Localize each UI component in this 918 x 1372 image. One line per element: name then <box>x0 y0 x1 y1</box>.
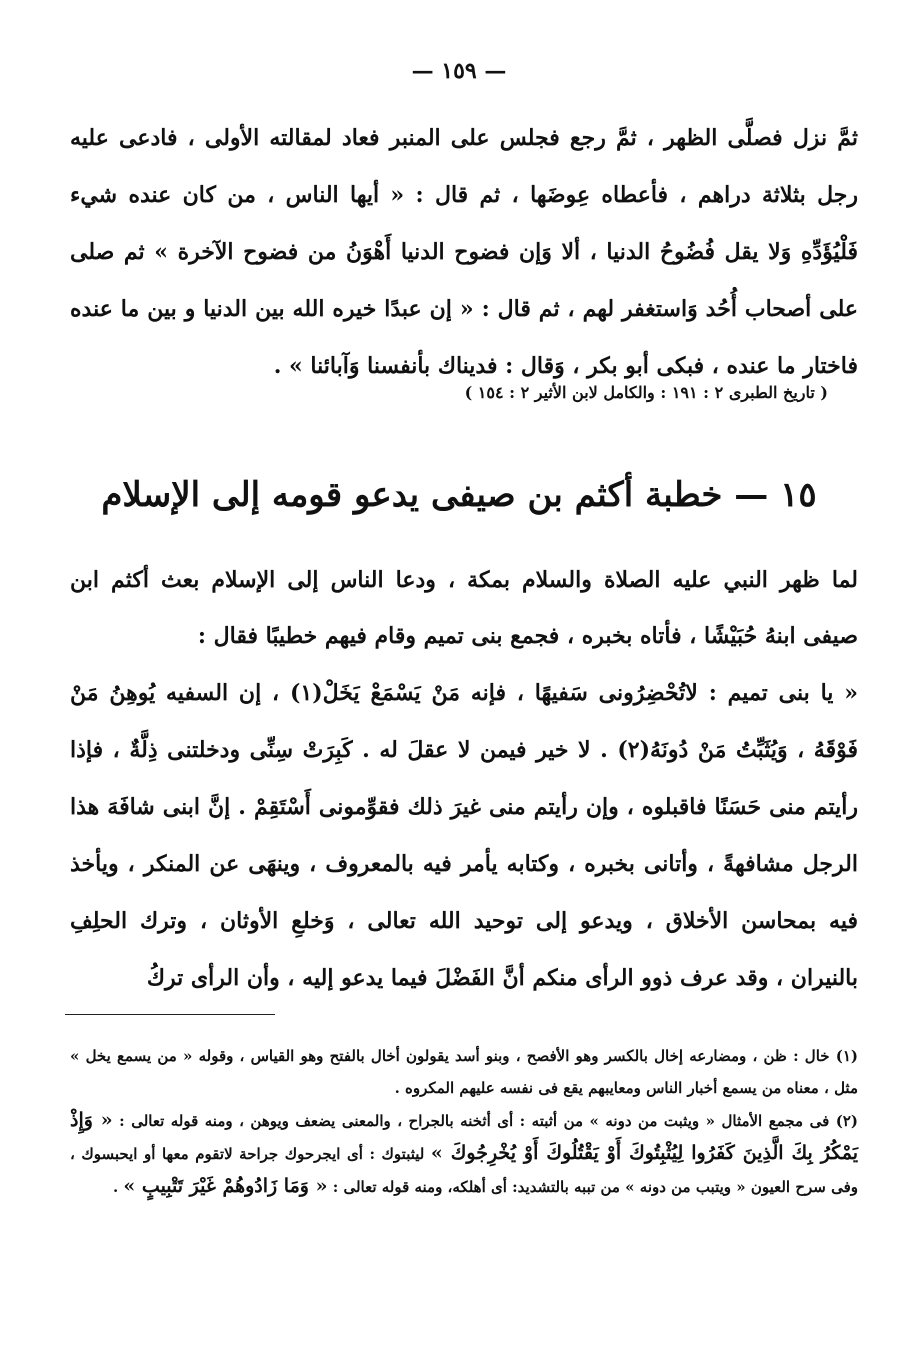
footnote-1: (١) خال : ظن ، ومضارعه إخال بالكسر وهو الأفصح ، وبنو أسد يقولون أخال بالفتح وهو القياس ، وقوله « من يسمع يخل » مثل ، معناه من يسمع أخبار الناس ومعايبهم يقع فى نفسه عليهم المكروه . <box>70 1047 858 1097</box>
speech-paragraph: « يا بنى تميم : لاتُحْضِرُونى سَفيهًا ، فإنه مَنْ يَسْمَعْ يَخَلْ(١) ، إن السفيه يُوهِنُ مَنْ فَوْقَهُ ، وَيُثَبِّتُ مَنْ دُونَهُ(٢) . لا خير فيمن لا عقلَ له . كَبِرَتْ سِنِّى ودخلتنى ذِلَّةٌ ، فإذا رأيتم منى حَسَنًا فاقبلوه ، وإن رأيتم منى غيرَ ذلك فقوِّمونى أَسْتَقِمْ . إنَّ ابنى شافَهَ هذا الرجل مشافهةً ، وأتانى بخبره ، وكتابه يأمر فيه بالمعروف ، وينهَى عن المنكر ، ويأخذ فيه بمحاسن الأخلاق ، ويدعو إلى توحيد الله تعالى ، وَخلعِ الأوثان ، وترك الحلِفِ بالنيران ، وقد عرف ذوو الرأى منكم أنَّ الفَضْلَ فيما يدعو إليه ، وأن الرأى تركُ <box>70 680 858 991</box>
intro-paragraph: لما ظهر النبي عليه الصلاة والسلام بمكة ، ودعا الناس إلى الإسلام بعث أكثم ابن صيفى ابنهُ حُبَيْشًا ، فأتاه بخبره ، فجمع بنى تميم وقام فيهم خطيبًا فقال : <box>70 567 858 649</box>
footnote-2-end: . <box>112 1178 119 1196</box>
section-heading: ١٥ — خطبة أكثم بن صيفى يدعو قومه إلى الإسلام <box>101 475 817 515</box>
footnote-divider <box>65 1014 275 1015</box>
top-paragraph: ثمَّ نزل فصلَّى الظهر ، ثمَّ رجع فجلس على المنبر فعاد لمقالته الأولى ، فادعى عليه رجل بثلاثة دراهم ، فأعطاه عِوضَها ، ثم قال : « أيها الناس ، من كان عنده شيء فَلْيُؤَدِّهِ وَلا يقل فُضُوحُ الدنيا ، ألا وَإن فضوح الدنيا أَهْوَنُ من فضوح الآخرة » ثم صلى على أصحاب أُحُد وَاستغفر لهم ، ثم قال : « إن عبدًا خيره الله بين الدنيا و بين ما عنده فاختار ما عنده ، فبكى أبو بكر ، وَقال : فديناك بأنفسنا وَآبائنا » . <box>70 125 858 379</box>
footnote-2 <box>70 1104 858 1203</box>
page-number: — ١٥٩ — <box>411 58 507 84</box>
footnote-2-start: (٢) فى مجمع الأمثال « ويثبت من دونه » من أثبته : أى أثخنه بالجراح ، والمعنى يضعف ويوهن ، ومنه قوله تعالى : <box>119 1112 858 1130</box>
footnote-2-verse-2: « وَمَا زَادُوهُمْ غَيْرَ تَتْبِيبٍ » <box>123 1175 328 1197</box>
source-citation: ( تاريخ الطبرى ٢ : ١٩١ : والكامل لابن الأثير ٢ : ١٥٤ ) <box>464 383 828 402</box>
footnotes <box>70 1040 858 1203</box>
footnote-2-verse-1: « وَإِذْ يَمْكُرُ بِكَ الَّذِينَ كَفَرُوا لِيُثْبِتُوكَ أَوْ يَقْتُلُوكَ أَوْ يُخْرِجُوكَ » <box>70 1109 858 1164</box>
footnote-2-middle: ليثبتوك : أى ايجرحوك جراحة لاتقوم معها أو ايحبسوك ، وفى سرح العيون « ويتبب من دونه » من تببه بالتشديد: أى أهلكه، ومنه قوله تعالى : <box>70 1145 858 1196</box>
